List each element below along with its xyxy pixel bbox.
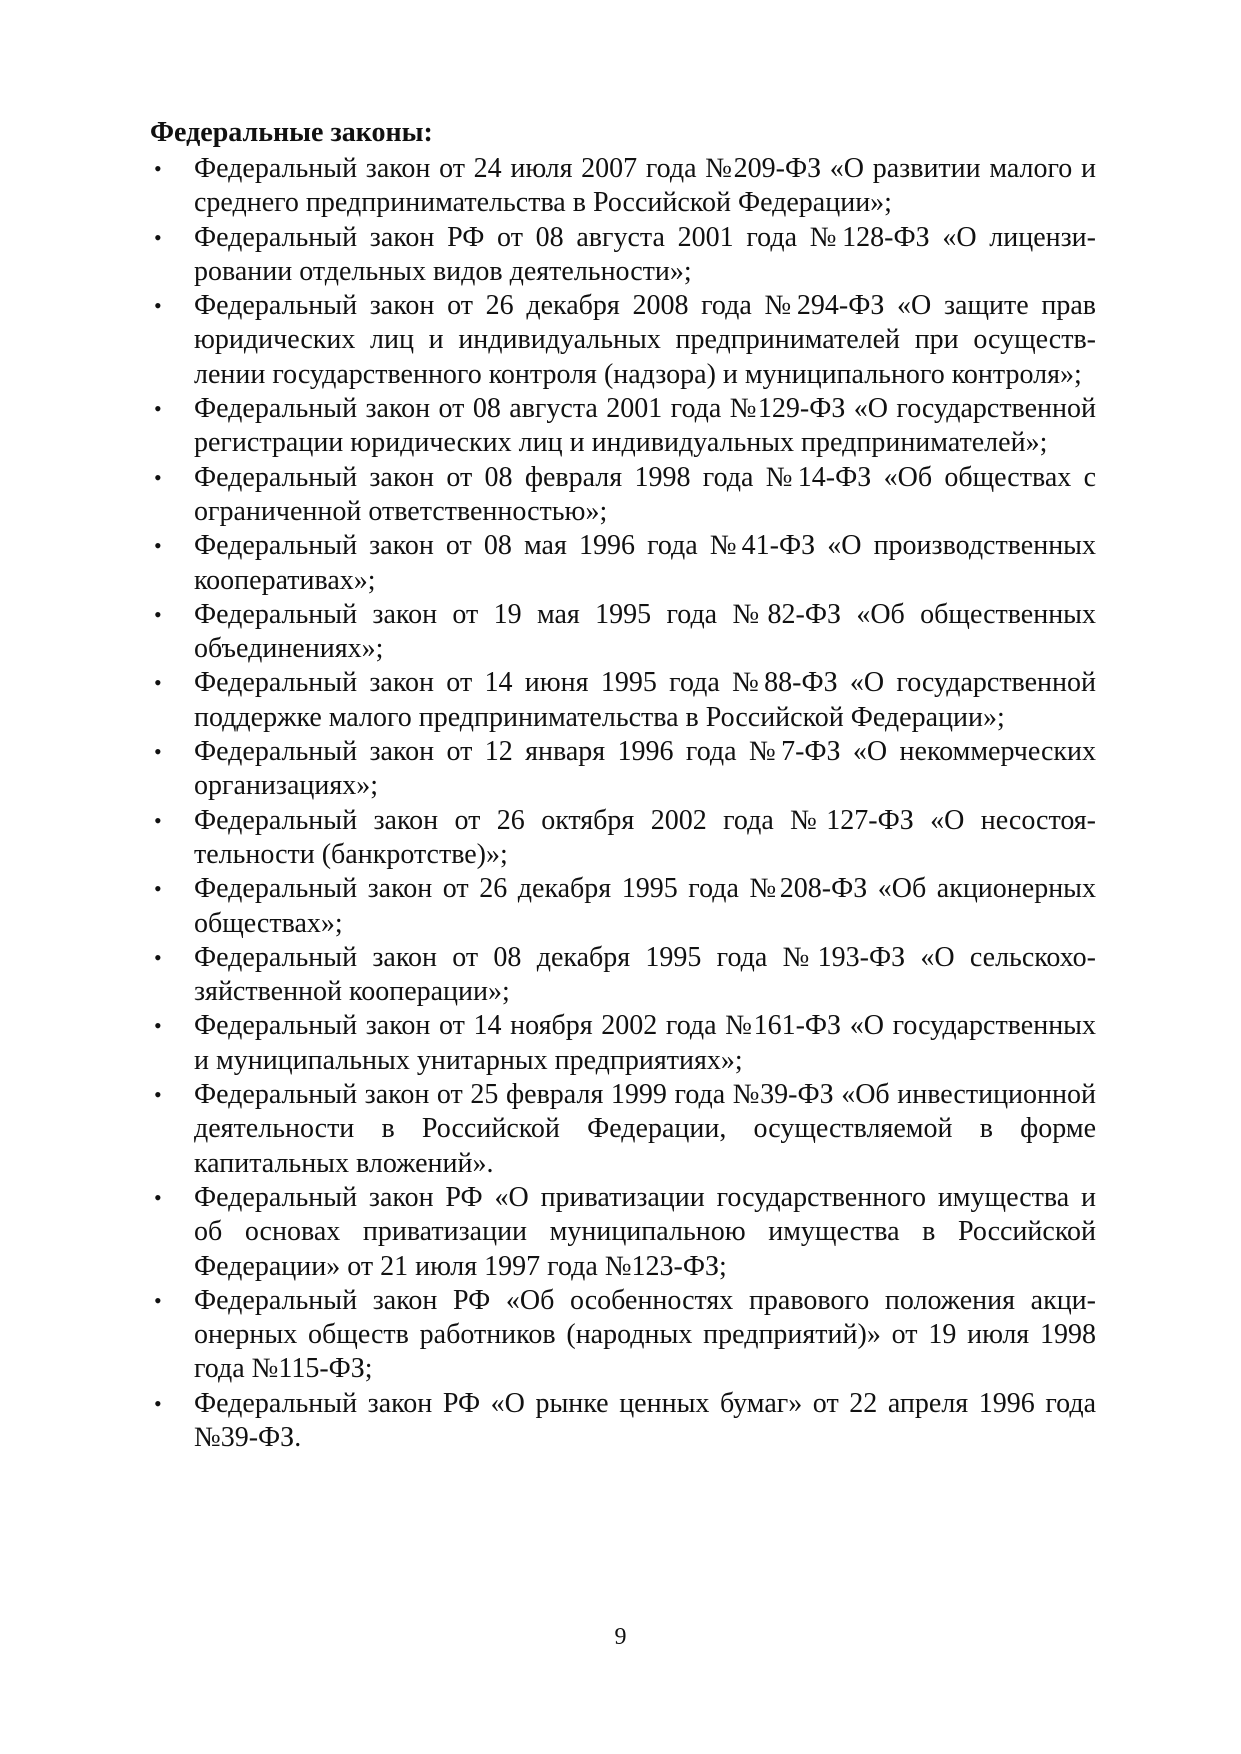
- list-item: [150, 461, 1096, 530]
- bullet-icon: •: [154, 1013, 162, 1039]
- list-item-text: Федеральный закон РФ «Об особенностях правового положения акционерных обществ работников (народных предприятий)» от 19 июля 1998 года №115-ФЗ;: [194, 1284, 1096, 1385]
- list-item-text: Федеральный закон РФ «О рынке ценных бумаг» от 22 апреля 1996 года №39-ФЗ.: [194, 1387, 1096, 1453]
- section-heading: Федеральные законы:: [150, 117, 433, 148]
- list-item-text: Федеральный закон от 08 августа 2001 года №129-ФЗ «О государственной регистрации юридических лиц и индивидуальных предпринимателей»;: [194, 393, 1096, 459]
- list-item: [150, 1009, 1096, 1078]
- list-item-text: Федеральный закон от 26 декабря 1995 года №208-ФЗ «Об акционерных обществах»;: [194, 873, 1096, 939]
- list-item: [150, 598, 1096, 667]
- page-content: [150, 116, 1096, 1455]
- bullet-icon: •: [154, 1390, 162, 1416]
- list-item-text: Федеральный закон от 19 мая 1995 года №82-ФЗ «Об общественных объединениях»;: [194, 598, 1096, 665]
- bullet-icon: •: [154, 876, 162, 902]
- bullet-icon: •: [154, 293, 162, 319]
- list-item: [150, 666, 1096, 735]
- bullet-icon: •: [154, 156, 162, 181]
- list-item-text: Федеральный закон от 24 июля 2007 года №209-ФЗ «О развитии малого и среднего предпринимательства в Российской Федерации»;: [194, 153, 1096, 219]
- list-item-text: Федеральный закон РФ от 08 августа 2001 года №128-ФЗ «О лицензировании отдельных видов деятельности»;: [194, 221, 1096, 287]
- bullet-icon: •: [154, 464, 162, 490]
- bullet-icon: •: [154, 396, 162, 422]
- bullet-icon: •: [154, 670, 162, 696]
- bullet-icon: •: [154, 601, 162, 627]
- bullet-icon: •: [154, 1082, 162, 1108]
- bullet-icon: •: [154, 224, 162, 250]
- list-item-text: Федеральный закон РФ «О приватизации государственного имущества и об основах приватизации муниципальною имущества в Российской Федерации» от 21 июля 1997 года №123-ФЗ;: [194, 1181, 1096, 1282]
- list-item: [150, 289, 1096, 392]
- list-item: [150, 1181, 1096, 1284]
- list-item-text: Федеральный закон от 12 января 1996 года №7-ФЗ «О некоммерческих организациях»;: [194, 736, 1096, 802]
- bullet-icon: •: [154, 533, 162, 559]
- list-item: [150, 872, 1096, 941]
- bullet-icon: •: [154, 1184, 162, 1210]
- federal-laws-list: [150, 152, 1096, 1455]
- bullet-icon: •: [154, 807, 162, 833]
- list-item-text: Федеральный закон от 08 февраля 1998 года №14-ФЗ «Об обществах с ограниченной ответственностью»;: [194, 461, 1096, 527]
- list-item: [150, 1387, 1096, 1456]
- list-item-text: Федеральный закон от 14 ноября 2002 года №161-ФЗ «О государственных и муниципальных унитарных предприятиях»;: [194, 1010, 1096, 1076]
- list-item-text: Федеральный закон от 26 октября 2002 года №127-ФЗ «О несостоятельности (банкротстве)»;: [194, 804, 1096, 870]
- page-number: 9: [614, 1624, 627, 1650]
- list-item-text: Федеральный закон от 26 декабря 2008 года №294-ФЗ «О защите прав юридических лиц и индивидуальных предпринимателей при осуществлении государственного контроля (надзора) и муниципального контроля»;: [194, 290, 1096, 390]
- list-item: [150, 941, 1096, 1010]
- list-item: [150, 221, 1096, 290]
- bullet-icon: •: [154, 944, 162, 970]
- bullet-icon: •: [154, 739, 162, 765]
- list-item: [150, 1078, 1096, 1181]
- list-item-text: Федеральный закон от 08 мая 1996 года №41-ФЗ «О производственных кооперативах»;: [194, 530, 1096, 596]
- list-item-text: Федеральный закон от 14 июня 1995 года №88-ФЗ «О государственной поддержке малого предпринимательства в Российской Федерации»;: [194, 667, 1096, 733]
- list-item: [150, 529, 1096, 598]
- list-item-text: Федеральный закон от 25 февраля 1999 года №39-ФЗ «Об инвестиционной деятельности в Российской Федерации, осуществляемой в форме капитальных вложений».: [194, 1079, 1096, 1179]
- bullet-icon: •: [154, 1287, 162, 1313]
- list-item: [150, 735, 1096, 804]
- list-item: [150, 1284, 1096, 1387]
- list-item: [150, 804, 1096, 873]
- list-item: [150, 392, 1096, 461]
- list-item-text: Федеральный закон от 08 декабря 1995 года №193-ФЗ «О сельскохозяйственной кооперации»;: [194, 941, 1096, 1008]
- list-item: [150, 152, 1096, 221]
